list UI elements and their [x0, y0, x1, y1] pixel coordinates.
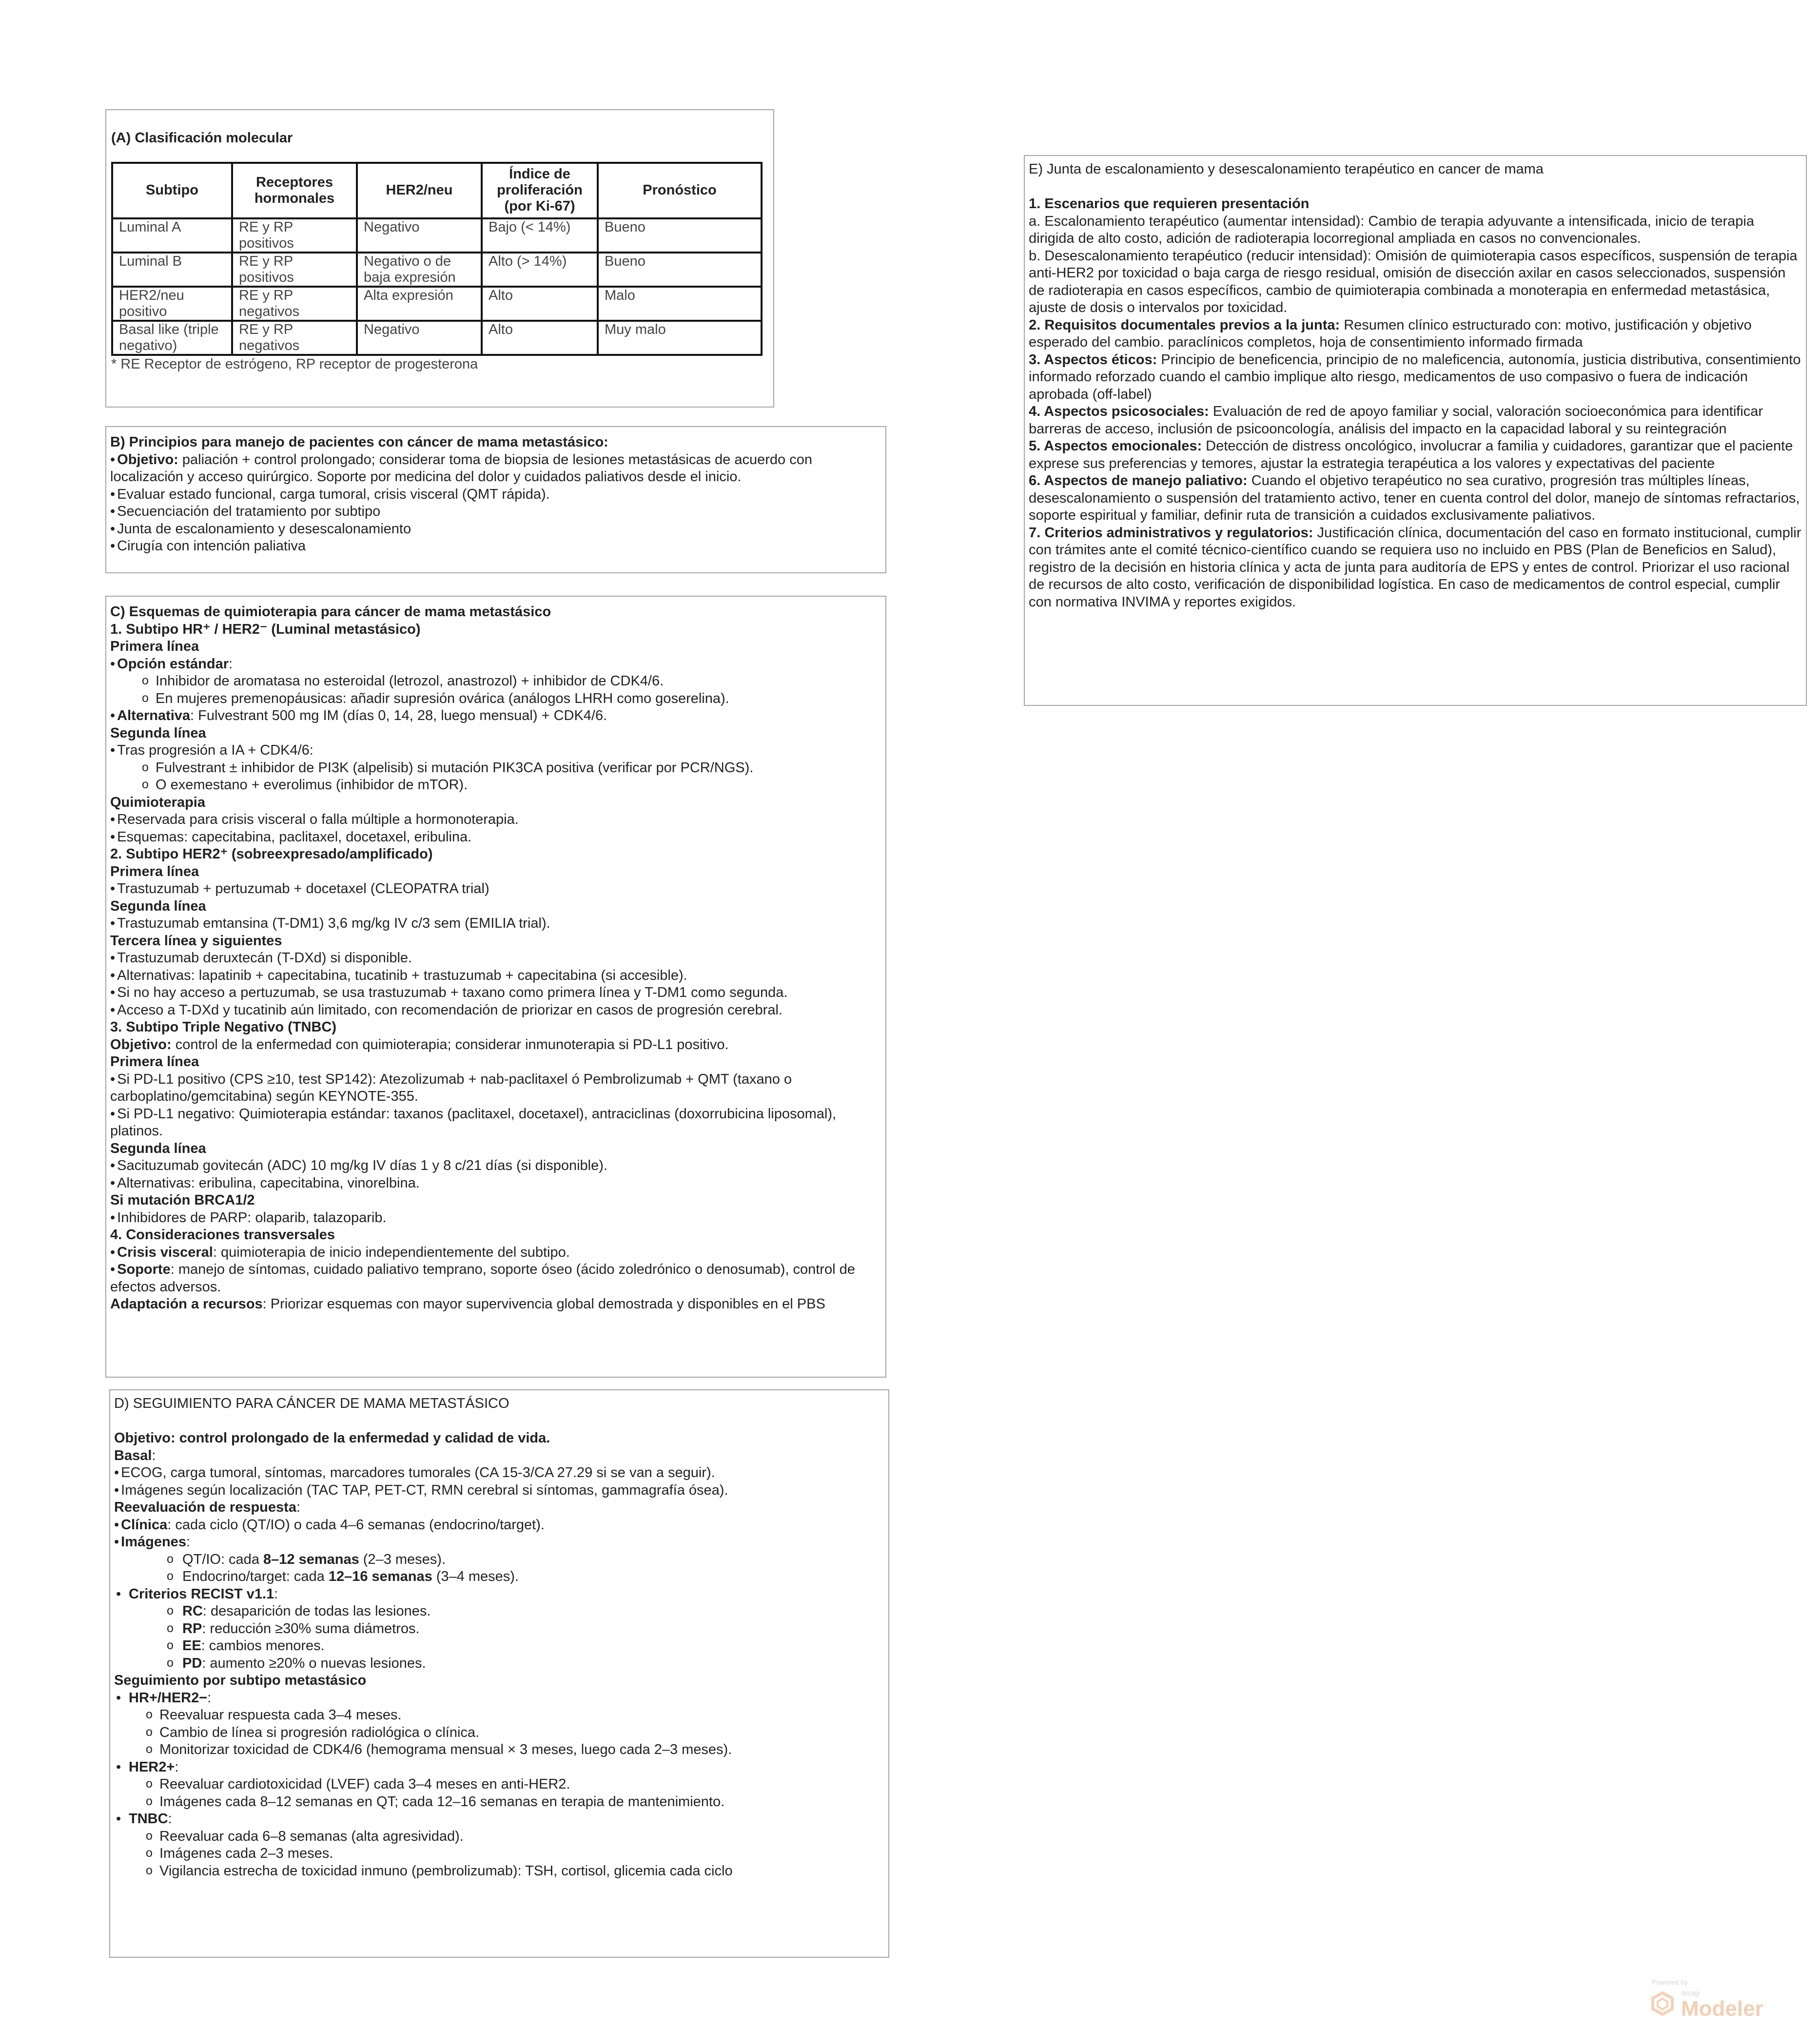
sub-item: o Vigilancia estrecha de toxicidad inmuno (pembrolizumab): TSH, cortisol, glicemia cada ciclo — [114, 1863, 884, 1880]
table-cell: RE y RP negativos — [232, 287, 357, 321]
item-text: paliación + control prolongado; considerar toma de biopsia de lesiones metastásicas de acuerdo con localización y acceso quirúrgico. Soporte por medicina del dolor y cuidados paliativos desde el inicio. — [110, 451, 812, 485]
item-text: : quimioterapia de inicio independientemente del subtipo. — [213, 1244, 570, 1260]
item-text: : — [175, 1759, 179, 1775]
list-item — [114, 1586, 884, 1603]
list-item — [114, 1534, 884, 1551]
sub-item: o Imágenes cada 2–3 meses. — [114, 1845, 884, 1863]
item-text: : manejo de síntomas, cuidado paliativo temprano, soporte óseo (ácido zoledrónico o denosumab), control de efectos adversos. — [110, 1262, 855, 1295]
item-text: (3–4 meses). — [432, 1569, 519, 1584]
objective-line — [110, 1036, 881, 1054]
bizagi-modeler-watermark — [1650, 1978, 1767, 2021]
table-cell: RE y RP positivos — [232, 218, 357, 253]
table-cell: Negativo — [357, 321, 482, 355]
section-d-follow-up — [109, 1389, 889, 1958]
table-header: HER2/neu — [357, 163, 482, 218]
sub-item: o Inhibidor de aromatasa no esteroidal (letrozol, anastrozol) + inhibidor de CDK4/6. — [110, 673, 881, 690]
list-item: • Esquemas: capecitabina, paclitaxel, docetaxel, eribulina. — [110, 829, 881, 846]
sub-item: o Fulvestrant ± inhibidor de PI3K (alpelisib) si mutación PIK3CA positiva (verificar por PCR/NGS). — [110, 760, 881, 777]
sub-item — [114, 1551, 884, 1569]
sub-item — [114, 1620, 884, 1638]
line-heading: Seguimiento por subtipo metastásico — [114, 1673, 367, 1688]
line-heading: Primera línea — [110, 639, 199, 654]
section-e-escalation-board — [1024, 155, 1807, 706]
section-b-management-principles — [105, 426, 886, 573]
list-item: • Reservada para crisis visceral o falla múltiple a hormonoterapia. — [110, 811, 881, 829]
item-text: Endocrino/target: cada — [182, 1569, 329, 1584]
list-item: • Trastuzumab emtansina (T-DM1) 3,6 mg/kg IV c/3 sem (EMILIA trial). — [110, 915, 881, 933]
table-cell: Malo — [598, 287, 762, 321]
item-label: 4. Aspectos psicosociales: — [1029, 404, 1209, 419]
item-label: Objetivo: — [110, 1036, 172, 1052]
table-cell: Basal like (triple negativo) — [112, 321, 232, 355]
table-cell: Alto (> 14%) — [482, 253, 598, 287]
subsection-heading: 2. Subtipo HER2⁺ (sobreexpresado/amplificado) — [110, 846, 433, 862]
paragraph — [1029, 438, 1802, 472]
list-item: • Trastuzumab + pertuzumab + docetaxel (CLEOPATRA trial) — [110, 880, 881, 898]
line-heading: Quimioterapia — [110, 794, 205, 810]
list-item — [110, 1261, 881, 1296]
item-text: Justificación clínica, documentación del caso en formato institucional, cumplir con trámites ante el comité técnico-científico cuando se requiera uso no incluido en PBS (Plan de Beneficios en Salud), registro de la decisión en historia clínica y acta de junta para auditoría de EPS y entes de control. Priorizar el uso racional de recursos de alto costo, verificación de disponibilidad logística. En caso de medicamentos de control especial, cumplir con normativa INVIMA y reportes exigidos. — [1029, 525, 1801, 610]
list-item — [110, 1244, 881, 1262]
item-text: : Fulvestrant 500 mg IM (días 0, 14, 28, luego mensual) + CDK4/6. — [190, 708, 607, 723]
item-text: : — [186, 1534, 191, 1550]
line-heading: Tercera línea y siguientes — [110, 933, 282, 949]
item-label: 12–16 semanas — [328, 1569, 432, 1584]
table-header: Índice de proliferación (por Ki-67) — [482, 163, 598, 218]
list-item: • Alternativas: lapatinib + capecitabina, tucatinib + trastuzumab + capecitabina (si accesible). — [110, 967, 881, 985]
sub-item: o Monitorizar toxicidad de CDK4/6 (hemograma mensual × 3 meses, luego cada 2–3 meses). — [114, 1741, 884, 1759]
list-item: • Inhibidores de PARP: olaparib, talazoparib. — [110, 1209, 881, 1227]
list-item — [110, 451, 881, 486]
item-label: HER2+ — [129, 1759, 175, 1775]
sub-item: o Reevaluar cada 6–8 semanas (alta agresividad). — [114, 1828, 884, 1846]
list-item: • Si PD-L1 positivo (CPS ≥10, test SP142): Atezolizumab + nab-paclitaxel ó Pembrolizumab + QMT (taxano o carboplatino/gemcitabina) según KEYNOTE-355. — [110, 1071, 881, 1106]
item-text: : — [296, 1500, 301, 1515]
sub-item: o O exemestano + everolimus (inhibidor de mTOR). — [110, 777, 881, 794]
item-label: Criterios RECIST v1.1 — [129, 1586, 274, 1602]
table-row — [112, 321, 762, 355]
line-heading: Primera línea — [110, 863, 199, 879]
table-header-row — [112, 163, 762, 218]
table-cell: Bajo (< 14%) — [482, 218, 598, 253]
item-label: 8–12 semanas — [263, 1551, 359, 1567]
section-c-title: C) Esquemas de quimioterapia para cáncer de mama metastásico — [110, 604, 551, 620]
list-item — [114, 1690, 884, 1707]
line-heading — [114, 1447, 884, 1465]
table-header: Subtipo — [112, 163, 232, 218]
section-a-title: (A) Clasificación molecular — [111, 130, 293, 146]
table-cell: RE y RP negativos — [232, 321, 357, 355]
item-label: Reevaluación de respuesta — [114, 1500, 296, 1515]
line-heading: Primera línea — [110, 1054, 199, 1070]
sub-item — [114, 1655, 884, 1673]
spacer — [1029, 178, 1802, 196]
item-label: Opción estándar — [117, 656, 229, 672]
item-label: 2. Requisitos documentales previos a la junta: — [1029, 317, 1340, 333]
table-cell: RE y RP positivos — [232, 253, 357, 287]
list-item: • Junta de escalonamiento y desescalonamiento — [110, 521, 881, 538]
table-row — [112, 253, 762, 287]
list-item: • Alternativas: eribulina, capecitabina, vinorelbina. — [110, 1175, 881, 1192]
item-text: : — [207, 1690, 212, 1706]
item-label: Objetivo: — [117, 451, 178, 468]
line-heading: Si mutación BRCA1/2 — [110, 1192, 255, 1208]
sub-item: o Cambio de línea si progresión radiológica o clínica. — [114, 1724, 884, 1742]
item-text: : cambios menores. — [201, 1638, 325, 1654]
item-label: 3. Aspectos éticos: — [1029, 351, 1157, 368]
item-text: : Priorizar esquemas con mayor supervivencia global demostrada y disponibles en el PBS — [262, 1296, 825, 1312]
list-item: • ECOG, carga tumoral, síntomas, marcadores tumorales (CA 15-3/CA 27.29 si se van a seguir). — [114, 1464, 884, 1482]
table-header: Pronóstico — [598, 163, 762, 218]
item-label: Imágenes — [121, 1534, 186, 1550]
section-a-molecular-classification — [105, 109, 774, 408]
paragraph — [1029, 525, 1802, 611]
table-cell: Muy malo — [598, 321, 762, 355]
sub-item — [114, 1637, 884, 1655]
sub-item — [114, 1603, 884, 1620]
list-item — [110, 656, 881, 673]
item-label: RC — [182, 1603, 203, 1619]
paragraph — [1029, 403, 1802, 438]
line-heading: Segunda línea — [110, 1140, 206, 1156]
subsection-heading: 3. Subtipo Triple Negativo (TNBC) — [110, 1019, 337, 1035]
paragraph — [1029, 351, 1802, 404]
line-heading: Segunda línea — [110, 725, 206, 741]
item-text: : aumento ≥20% o nuevas lesiones. — [202, 1655, 426, 1671]
table-row — [112, 218, 762, 253]
table-cell: HER2/neu positivo — [112, 287, 232, 321]
company-label: bizagi — [1682, 1989, 1700, 1997]
list-item: • Evaluar estado funcional, carga tumoral, crisis visceral (QMT rápida). — [110, 486, 881, 504]
line-heading: Segunda línea — [110, 898, 206, 914]
item-text: : desaparición de todas las lesiones. — [202, 1603, 431, 1619]
paragraph: a. Escalonamiento terapéutico (aumentar intensidad): Cambio de terapia adyuvante a intensificada, inicio de terapia dirigida de alto costo, adición de radioterapia locorregional ampliada en casos no convencionales. — [1029, 213, 1754, 246]
subsection-heading: 1. Escenarios que requieren presentación — [1029, 196, 1310, 212]
table-cell: Alto — [482, 287, 598, 321]
item-label: EE — [182, 1638, 201, 1654]
list-item: • Secuenciación del tratamiento por subtipo — [110, 503, 881, 521]
item-text: Resumen clínico estructurado con: motivo, justificación y objetivo esperado del cambio. paraclínicos completos, hoja de consentimiento informado firmada — [1029, 317, 1752, 350]
list-item: • Si no hay acceso a pertuzumab, se usa trastuzumab + taxano como primera línea y T-DM1 como segunda. — [110, 984, 881, 1002]
list-item — [110, 707, 881, 725]
sub-item — [114, 1568, 884, 1586]
list-item: • Acceso a T-DXd y tucatinib aún limitado, con recomendación de priorizar en casos de progresión cerebral. — [110, 1002, 881, 1019]
list-item: • Cirugía con intención paliativa — [110, 538, 881, 555]
item-text: control de la enfermedad con quimioterapia; considerar inmunoterapia si PD-L1 positivo. — [171, 1036, 729, 1052]
list-item: • Sacituzumab govitecán (ADC) 10 mg/kg IV días 1 y 8 c/21 días (si disponible). — [110, 1157, 881, 1175]
item-text: : reducción ≥30% suma diámetros. — [202, 1620, 420, 1636]
item-text: : — [168, 1811, 172, 1827]
item-text: Cuando el objetivo terapéutico no sea curativo, progresión tras múltiples líneas, desescalonamiento o suspensión del tratamiento activo, tener en cuenta control del dolor, manejo de síntomas refractarios, soporte espiritual y familiar, definir ruta de transición a cuidados exclusivamente paliativos. — [1029, 473, 1800, 523]
table-cell: Luminal B — [112, 253, 232, 287]
sub-item: o Imágenes cada 8–12 semanas en QT; cada 12–16 semanas en terapia de mantenimiento. — [114, 1793, 884, 1811]
item-label: PD — [182, 1655, 202, 1671]
spacer — [114, 1413, 884, 1430]
item-text: Evaluación de red de apoyo familiar y social, valoración socioeconómica para identificar barreras de acceso, inclusión de psicooncología, análisis del impacto en la capacidad laboral y su reintegración — [1029, 404, 1763, 437]
item-label: Adaptación a recursos — [110, 1296, 263, 1312]
item-label: 6. Aspectos de manejo paliativo: — [1029, 473, 1248, 488]
item-text: (2–3 meses). — [359, 1551, 446, 1567]
paragraph: b. Desescalonamiento terapéutico (reducir intensidad): Omisión de quimioterapia casos específicos, suspensión de terapia anti-HER2 por toxicidad o baja carga de riesgo residual, omisión de disección axilar en casos seleccionados, suspensión de radioterapia en casos específicos, cambio de quimioterapia combinada a monoterapia en enfermedad metastásica, ajuste de dosis o intervalos por toxicidad. — [1029, 248, 1798, 315]
item-text: Detección de distress oncológico, involucrar a familia y cuidadores, garantizar que el paciente exprese sus preferencias y temores, ajustar la estrategia terapéutica a los valores y expectativas del paciente — [1029, 438, 1793, 471]
sub-item: o Reevaluar respuesta cada 3–4 meses. — [114, 1707, 884, 1724]
molecular-classification-table — [111, 162, 763, 356]
section-e-title: E) Junta de escalonamiento y desescalonamiento terapéutico en cancer de mama — [1029, 161, 1544, 177]
item-text: Principio de beneficencia, principio de no maleficencia, autonomía, justicia distributiva, consentimiento informado reforzado cuando el cambio implique alto riesgo, medicamentos de uso compasivo o fuera de indicación aprobada (off-label) — [1029, 351, 1801, 402]
item-text: : — [152, 1447, 156, 1463]
item-label: Alternativa — [117, 708, 191, 723]
item-label: 5. Aspectos emocionales: — [1029, 438, 1202, 454]
list-item — [114, 1811, 884, 1828]
list-item — [110, 1296, 881, 1313]
powered-by-label: Powered by — [1652, 1978, 1688, 1986]
list-item: • Imágenes según localización (TAC TAP, PET-CT, RMN cerebral si síntomas, gammagrafía ósea). — [114, 1482, 884, 1500]
list-item: • Trastuzumab deruxtecán (T-DXd) si disponible. — [110, 950, 881, 967]
item-label: 7. Criterios administrativos y regulatorios: — [1029, 525, 1313, 541]
section-b-title: B) Principios para manejo de pacientes con cáncer de mama metastásico: — [110, 434, 608, 450]
list-item: • Si PD-L1 negativo: Quimioterapia estándar: taxanos (paclitaxel, docetaxel), antraciclinas (doxorrubicina liposomal), platinos. — [110, 1106, 881, 1140]
objective-line: Objetivo: control prolongado de la enfermedad y calidad de vida. — [114, 1430, 550, 1446]
item-label: Crisis visceral — [117, 1244, 213, 1260]
section-d-title: D) SEGUIMIENTO PARA CÁNCER DE MAMA METASTÁSICO — [114, 1396, 509, 1411]
table-cell: Negativo o de baja expresión — [357, 253, 482, 287]
list-item: • Tras progresión a IA + CDK4/6: — [110, 742, 881, 760]
table-cell: Bueno — [598, 253, 762, 287]
item-label: RP — [182, 1620, 202, 1636]
item-label: Clínica — [121, 1517, 168, 1533]
item-label: Basal — [114, 1447, 152, 1463]
table-cell: Negativo — [357, 218, 482, 253]
sub-item: o Reevaluar cardiotoxicidad (LVEF) cada 3–4 meses en anti-HER2. — [114, 1776, 884, 1793]
subsection-heading: 1. Subtipo HR⁺ / HER2⁻ (Luminal metastásico) — [110, 621, 421, 637]
list-item — [114, 1759, 884, 1776]
table-cell: Alto — [482, 321, 598, 355]
line-heading — [114, 1499, 884, 1517]
paragraph — [1029, 317, 1802, 351]
sub-item: o En mujeres premenopáusicas: añadir supresión ovárica (análogos LHRH como goserelina). — [110, 690, 881, 708]
table-cell: Bueno — [598, 218, 762, 253]
product-label: Modeler — [1681, 1997, 1763, 2021]
item-label: HR+/HER2− — [129, 1690, 208, 1706]
item-label: TNBC — [129, 1811, 168, 1827]
bizagi-logo-icon — [1650, 1991, 1675, 2016]
list-item — [114, 1517, 884, 1534]
table-header: Receptores hormonales — [232, 163, 357, 218]
table-cell: Luminal A — [112, 218, 232, 253]
item-text: : — [228, 656, 233, 672]
section-c-chemotherapy-schemes — [105, 596, 886, 1378]
item-text: QT/IO: cada — [182, 1551, 263, 1567]
subsection-heading: 4. Consideraciones transversales — [110, 1227, 335, 1243]
table-cell: Alta expresión — [357, 287, 482, 321]
table-row — [112, 287, 762, 321]
paragraph — [1029, 472, 1802, 525]
table-footnote: * RE Receptor de estrógeno, RP receptor de progesterona — [111, 356, 478, 372]
item-label: Soporte — [117, 1262, 171, 1277]
item-text: : cada ciclo (QT/IO) o cada 4–6 semanas (endocrino/target). — [167, 1517, 545, 1533]
item-text: : — [274, 1586, 278, 1602]
